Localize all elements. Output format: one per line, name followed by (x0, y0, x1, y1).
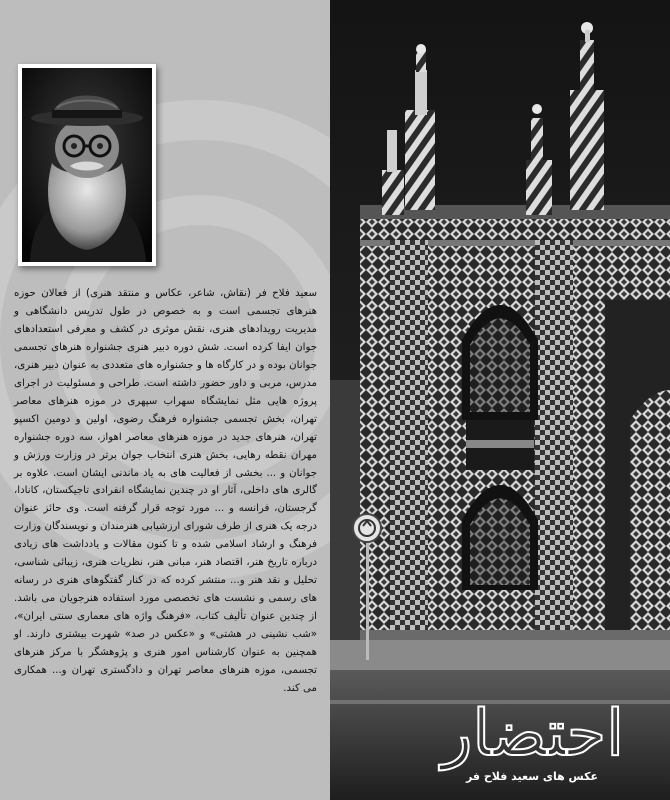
cover-title: احتضار (441, 697, 624, 771)
info-panel (0, 0, 330, 800)
portrait-photo (22, 68, 152, 262)
mausoleum-photo (330, 0, 670, 800)
cover-subtitle: عکس های سعید فلاح فر (465, 770, 598, 783)
portrait-frame (18, 64, 156, 266)
biography-text: سعید فلاح فر (نقاش، شاعر، عکاس و منتقد هنری) از فعالان حوزه هنرهای تجسمی است و به خصوص در طول تدریس دانشگاهی و مدیریت رویدادهای هنری، نقش موثری در کشف و معرفی استعدادهای جوان ایفا کرده است. شش دوره دبیر هنری جشنواره هنرهای تجسمی جوانان بوده و در کارگاه ها و جشنواره های متعددی به عنوان دبیر هنری، مدرس، مربی و داور حضور داشته است. طراحی و مسئولیت در اجرای پروژه هایی مثل نمایشگاه سهراب سپهری در موزه هنرهای معاصر تهران، بخش تجسمی جشنواره فرهنگ رضوی، اولین و دومین اکسپو تهران، هنرهای جدید در موزه هنرهای معاصر اهواز، سه دوره جشنواره مهران نقطه رهایی، بخش هنری انتخاب جوان برتر در وزارت ورزش و جوانان و ... بخشی از فعالیت های به یاد ماندنی ایشان است. علاوه بر گالری های داخلی، آثار او در چندین نمایشگاه انفرادی تاجیکستان، کانادا، گرجستان، فرانسه و ... مورد توجه قرار گرفته است. وی حائز عنوان درجه یک هنری از طرف شورای ارزشیابی هنرمندان و نویسندگان وزارت فرهنگ و ارشاد اسلامی شده و تا کنون مقالات و یادداشت های زیادی درباره تاریخ هنر، اقتصاد هنر، مبانی هنر، نظریات هنری، زیبائی شناسی، تحلیل و نقد هنر و... منتشر کرده که در کنار گفتگوهای هنری در رسانه های رسمی و نشست های تخصصی مورد استفاده هنرجویان می باشد. از چندین عنوان تألیف کتاب، «فرهنگ واژه های معماری سنتی ایران»، «شب نشینی در هشتی» و «عکس در صد» شهرت بیشتری دارند. او همچنین به عنوان کارشناس امور هنری و پژوهشگر با مرکز هنرهای تجسمی، موزه هنرهای معاصر تهران و دادگستری تهران و... همکاری می کند. (14, 288, 317, 694)
cover-title-block (338, 694, 638, 794)
cover-photo (330, 0, 670, 800)
